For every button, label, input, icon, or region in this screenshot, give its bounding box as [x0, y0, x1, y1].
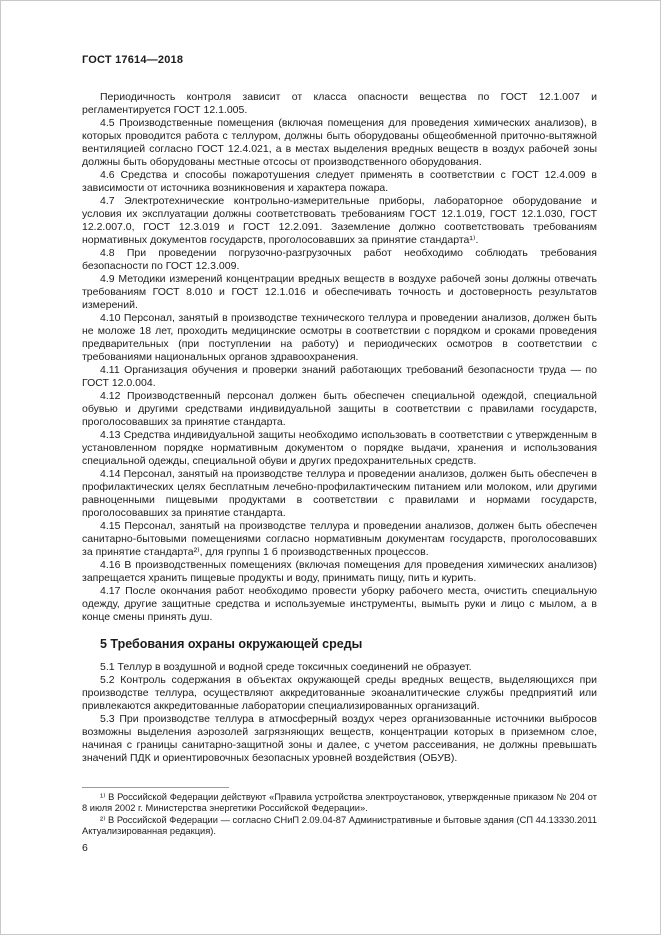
paragraph-4-17: 4.17 После окончания работ необходимо провести уборку рабочего места, очистить специальную одежду, другие защитные средства и используемые инструменты, вымыть руки и лицо с мылом, а в конце смены принять душ.	[82, 585, 597, 623]
paragraph-4-5: 4.5 Производственные помещения (включая помещения для проведения химических анализов), в которых проводится работа с теллуром, должны быть оборудованы общеобменной приточно-вытяжной вентиляцией согласно ГОСТ 12.4.021, а в местах выделения вредных веществ в воздух рабочей зоны должны быть оборудованы местные отсосы от производственного оборудования.	[82, 117, 597, 168]
paragraph-4-7: 4.7 Электротехнические контрольно-измерительные приборы, лабораторное оборудование и условия их эксплуатации должны соответствовать требованиям ГОСТ 12.1.019, ГОСТ 12.1.030, ГОСТ 12.2.007.0, ГОСТ 12.3.019 и ГОСТ 12.2.091. Заземление должно соответствовать требованиям нормативных документов государств, проголосовавших за принятие стандарта¹⁾.	[82, 195, 597, 246]
paragraph-4-11: 4.11 Организация обучения и проверки знаний работающих требований безопасности труда — по ГОСТ 12.0.004.	[82, 364, 597, 389]
footnote-separator-rule	[82, 787, 229, 788]
footnote-1: ¹⁾ В Российской Федерации действуют «Правила устройства электроустановок, утвержденные приказом № 204 от 8 июля 2002 г. Министерства энергетики Российской Федерации».	[82, 792, 597, 814]
document-body	[82, 91, 597, 837]
document-standard-number: ГОСТ 17614—2018	[82, 54, 184, 66]
paragraph-4-12: 4.12 Производственный персонал должен быть обеспечен специальной одеждой, специальной обувью и другими средствами индивидуальной защиты в соответствии с правилами государств, проголосовавших за принятие стандарта.	[82, 390, 597, 428]
page-number: 6	[82, 842, 88, 854]
paragraph-4-14: 4.14 Персонал, занятый на производстве теллура и проведении анализов, должен быть обеспечен в профилактических целях бесплатным лечебно-профилактическим питанием или молоком, или другими равноценными пищевыми продуктами в соответствии с правилами и нормами государств, проголосовавших за принятие стандарта.	[82, 468, 597, 519]
paragraph-4-13: 4.13 Средства индивидуальной защиты необходимо использовать в соответствии с утвержденным в установленном порядке нормативным документом о порядке выдачи, хранения и использования специальной одежды, специальной обуви и других предохранительных средств.	[82, 429, 597, 467]
paragraph-4-6: 4.6 Средства и способы пожаротушения следует применять в соответствии с ГОСТ 12.4.009 в зависимости от источника возникновения и характера пожара.	[82, 169, 597, 194]
paragraph-5-2: 5.2 Контроль содержания в объектах окружающей среды вредных веществ, выделяющихся при производстве теллура, осуществляют аккредитованные экоаналитические службы предприятий или привлекаются аккредитованные лаборатории специализированных организаций.	[82, 674, 597, 712]
paragraph-4-8: 4.8 При проведении погрузочно-разгрузочных работ необходимо соблюдать требования безопасности по ГОСТ 12.3.009.	[82, 247, 597, 272]
paragraph-5-3: 5.3 При производстве теллура в атмосферный воздух через организованные источники выбросов возможны выделения аэрозолей загрязняющих веществ, концентрации которых в приземном слое, начиная с границы санитарно-защитной зоны и далее, с учетом рассеивания, не должны превышать значений ПДК и ориентировочных безопасных уровней воздействия (ОБУВ).	[82, 713, 597, 764]
paragraph-4-15: 4.15 Персонал, занятый на производстве теллура и проведении анализов, должен быть обеспечен санитарно-бытовыми помещениями согласно нормативным документам государств, проголосовавших за принятие стандарта²⁾, для группы 1 б производственных процессов.	[82, 520, 597, 558]
footnotes-block	[82, 787, 597, 837]
paragraph-4-16: 4.16 В производственных помещениях (включая помещения для проведения химических анализов) запрещается хранить пищевые продукты и воду, принимать пищу, пить и курить.	[82, 559, 597, 584]
section-5-heading: 5 Требования охраны окружающей среды	[100, 637, 363, 651]
paragraph-control-periodicity: Периодичность контроля зависит от класса опасности вещества по ГОСТ 12.1.007 и регламентируется ГОСТ 12.1.005.	[82, 91, 597, 116]
paragraph-5-1: 5.1 Теллур в воздушной и водной среде токсичных соединений не образует.	[100, 661, 472, 673]
paragraph-4-10: 4.10 Персонал, занятый в производстве технического теллура и проведении анализов, должен быть не моложе 18 лет, проходить медицинские осмотры в соответствии с порядком и сроками проведения предварительных (при поступлении на работу) и периодических осмотров в соответствии с требованиями национальных органов здравоохранения.	[82, 312, 597, 363]
paragraph-4-9: 4.9 Методики измерений концентрации вредных веществ в воздухе рабочей зоны должны отвечать требованиям ГОСТ 8.010 и ГОСТ 12.1.016 и обеспечивать точность и достоверность результатов измерений.	[82, 273, 597, 311]
footnote-2: ²⁾ В Российской Федерации — согласно СНиП 2.09.04-87 Административные и бытовые здания (СП 44.13330.2011 Актуализированная редакция).	[82, 814, 597, 836]
